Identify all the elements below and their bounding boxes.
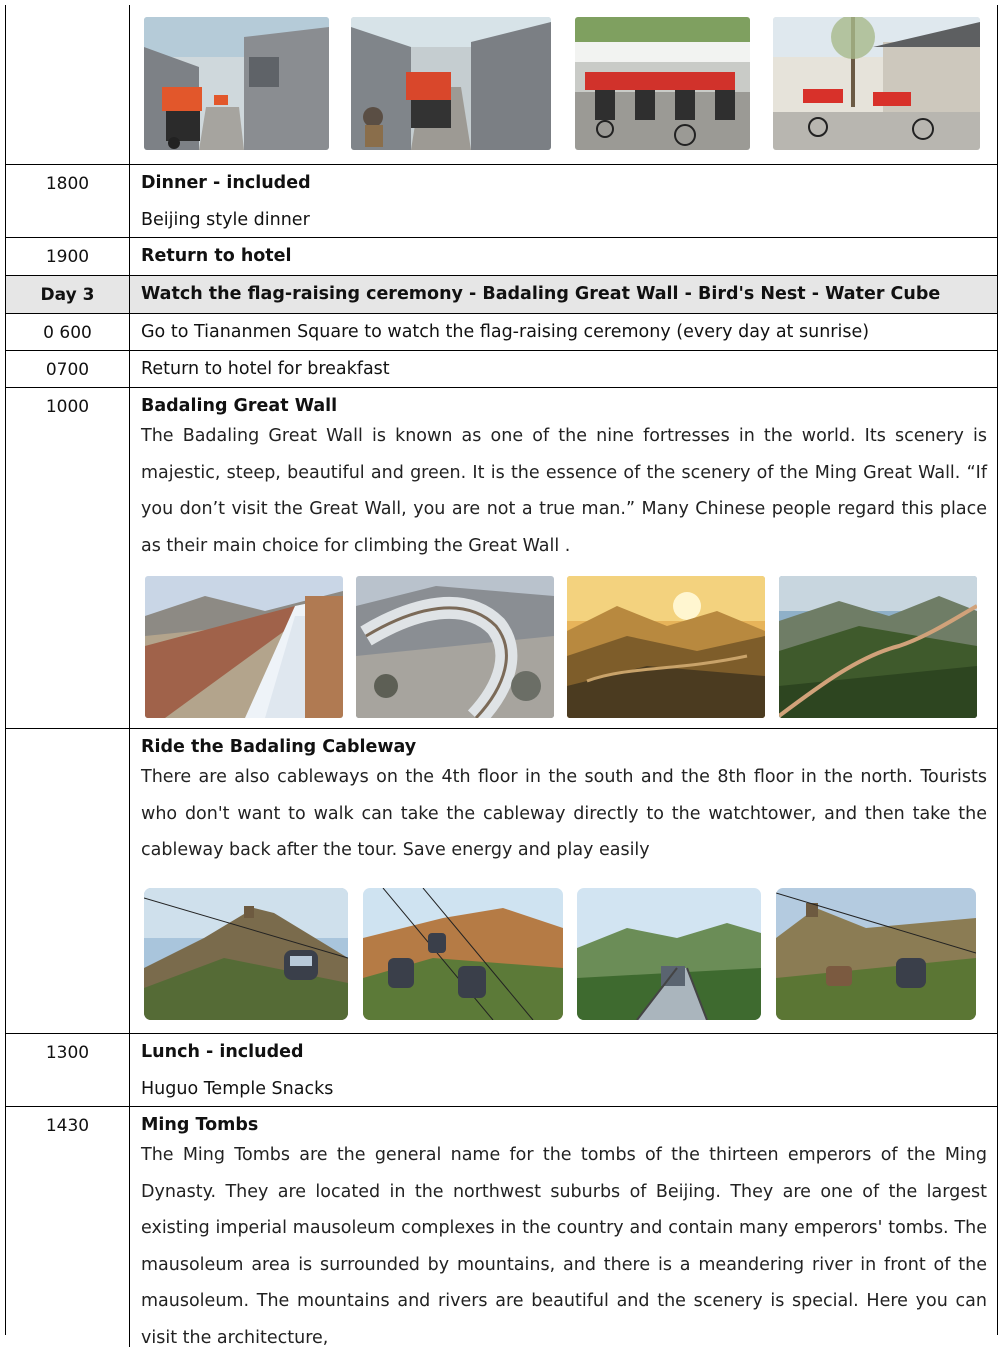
content-cell	[130, 238, 997, 275]
activity-description: Huguo Temple Snacks	[141, 1079, 334, 1099]
row-ming-tombs	[6, 1107, 997, 1347]
time-cell	[6, 5, 130, 164]
content-cell	[130, 165, 997, 237]
content-cell	[130, 388, 997, 728]
photo-great-wall-green	[779, 576, 977, 718]
photo-cableway-3	[577, 888, 761, 1020]
row-hutong-rickshaw	[6, 5, 997, 165]
content-cell	[130, 314, 997, 350]
time-cell: 1430	[6, 1107, 130, 1347]
time-cell: 1900	[6, 238, 130, 275]
activity-description: Beijing style dinner	[141, 210, 310, 230]
row-flag-ceremony	[6, 314, 997, 351]
photo-cableway-2	[363, 888, 563, 1020]
time-cell: 0700	[6, 351, 130, 387]
activity-title: Badaling Great Wall	[141, 396, 338, 416]
row-lunch	[6, 1034, 997, 1107]
activity-description: There are also cableways on the 4th floor in the south and the 8th floor in the north. Tourists who don't want to walk can take the cableway directly to the watchtower, and then take the cableway back after the tour. Save energy and play easily	[141, 767, 987, 860]
activity-text: Go to Tiananmen Square to watch the flag-raising ceremony (every day at sunrise)	[141, 322, 870, 342]
content-cell	[130, 276, 997, 313]
activity-title: Lunch - included	[141, 1042, 304, 1062]
activity-description: The Ming Tombs are the general name for the tombs of the thirteen emperors of the Ming Dynasty. They are located in the northwest suburbs of Beijing. They are one of the largest existing imperial mausoleum complexes in the country and contain many emperors' tombs. The mausoleum area is surrounded by mountains, and there is a meandering river in front of the mausoleum. The mountains and rivers are beautiful and the scenery is special. Here you can visit the architecture,	[141, 1145, 987, 1348]
time-cell: 0 600	[6, 314, 130, 350]
photo-hutong-rickshaw-1	[144, 17, 329, 150]
content-cell	[130, 1034, 997, 1106]
day-title: Watch the flag-raising ceremony - Badaling Great Wall - Bird's Nest - Water Cube	[141, 284, 941, 304]
row-return-hotel	[6, 238, 997, 276]
activity-title: Dinner - included	[141, 173, 311, 193]
photo-hutong-rickshaw-2	[351, 17, 551, 150]
itinerary-table	[5, 5, 998, 1348]
row-breakfast	[6, 351, 997, 388]
activity-text: Return to hotel for breakfast	[141, 359, 390, 379]
row-cableway	[6, 729, 997, 1034]
photo-great-wall-snow-2	[356, 576, 554, 718]
time-cell: 1300	[6, 1034, 130, 1106]
activity-title: Return to hotel	[141, 246, 292, 266]
time-cell: 1800	[6, 165, 130, 237]
photo-cableway-1	[144, 888, 348, 1020]
content-cell	[130, 351, 997, 387]
photo-great-wall-sunset	[567, 576, 765, 718]
photo-hutong-rickshaw-4	[773, 17, 980, 150]
photo-hutong-rickshaw-3	[575, 17, 750, 150]
activity-title: Ming Tombs	[141, 1115, 259, 1135]
time-cell	[6, 729, 130, 1033]
time-cell: 1000	[6, 388, 130, 728]
row-dinner	[6, 165, 997, 238]
row-badaling	[6, 388, 997, 729]
content-cell	[130, 1107, 997, 1347]
photo-great-wall-snow-1	[145, 576, 343, 718]
content-cell	[130, 5, 997, 164]
content-cell	[130, 729, 997, 1033]
activity-title: Ride the Badaling Cableway	[141, 737, 417, 757]
activity-description: The Badaling Great Wall is known as one of the nine fortresses in the world. Its scenery is majestic, steep, beautiful and green. It is the essence of the scenery of the Ming Great Wall. “If you don’t visit the Great Wall, you are not a true man.” Many Chinese people regard this place as their main choice for climbing the Great Wall .	[141, 426, 987, 556]
row-day-header	[6, 276, 997, 314]
day-label: Day 3	[6, 276, 130, 313]
photo-cableway-4	[776, 888, 976, 1020]
